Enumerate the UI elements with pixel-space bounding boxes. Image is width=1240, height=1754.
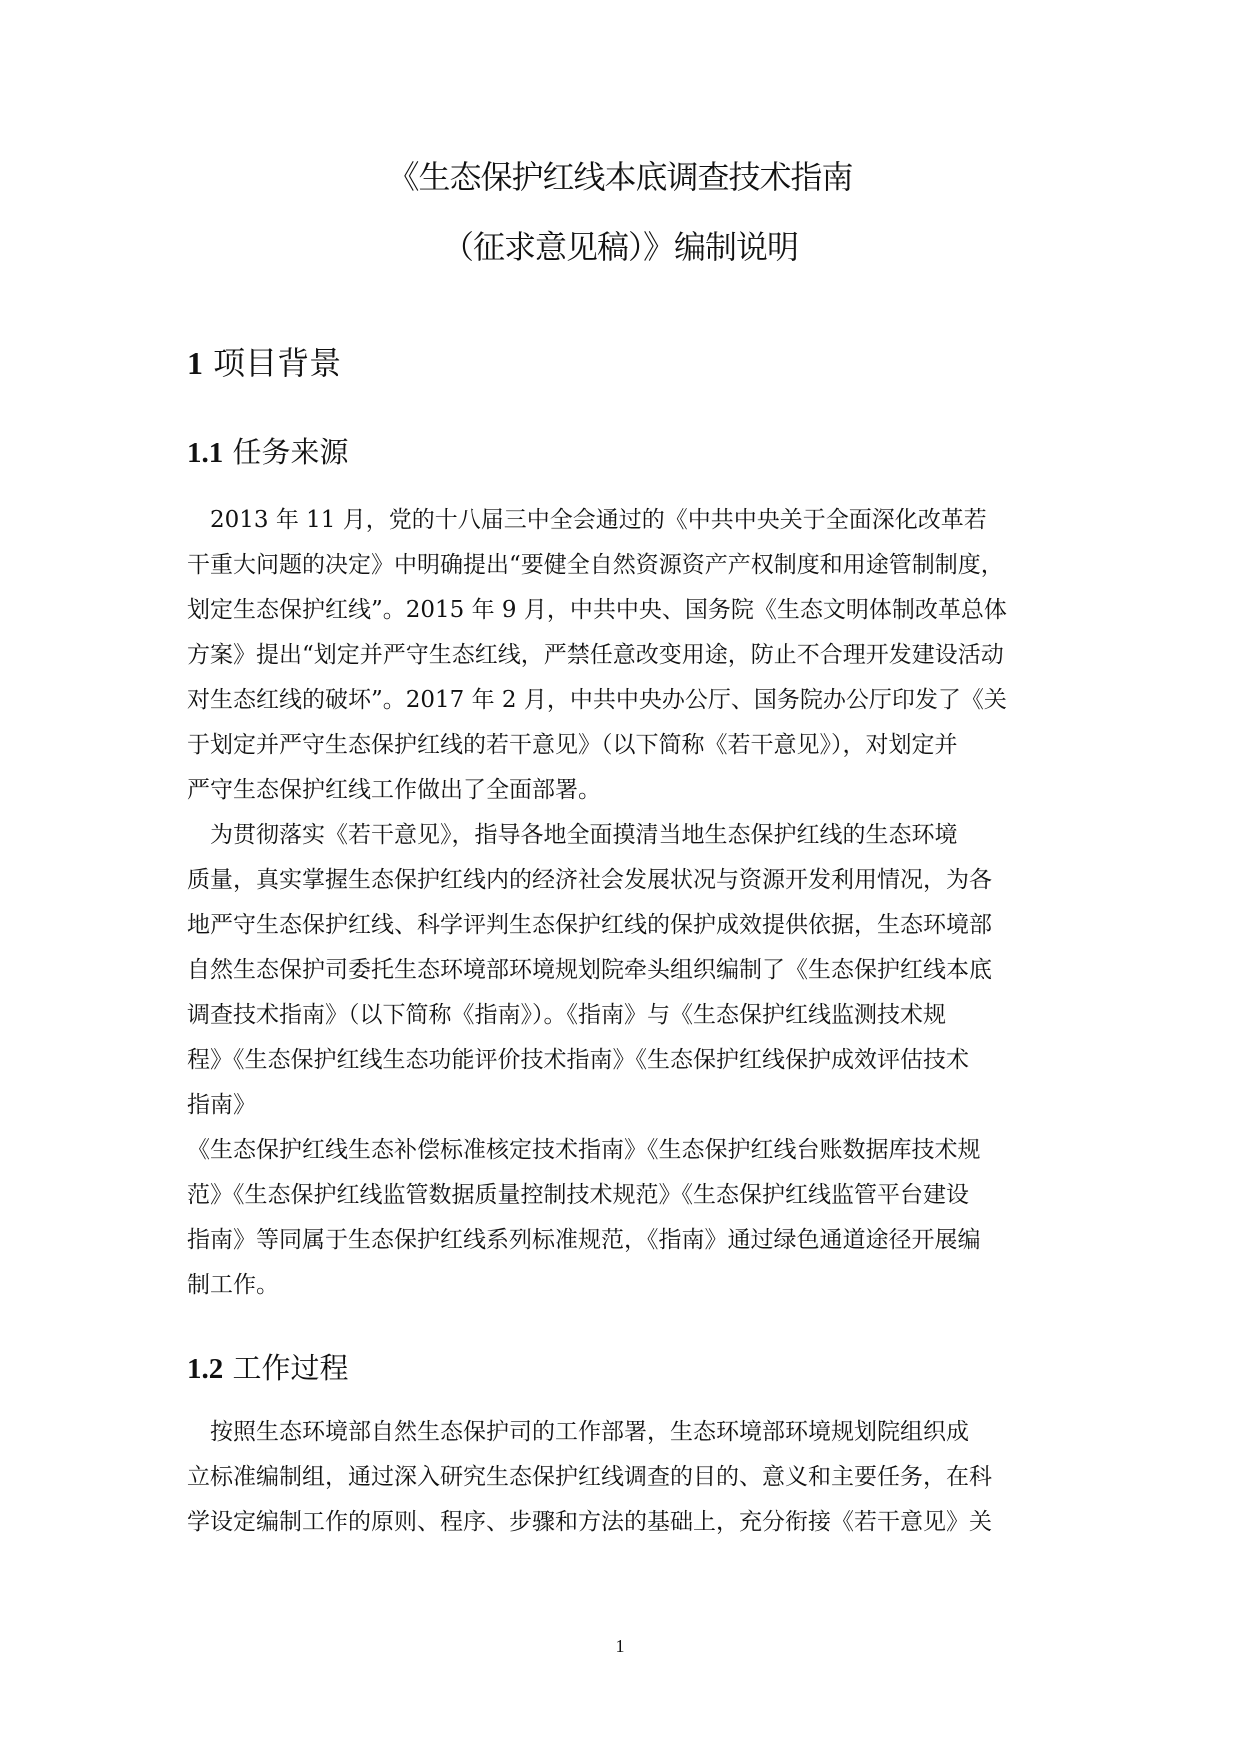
section-1-2-number: 1.2 (187, 1353, 224, 1385)
text-line: 按照生态环境部自然生态保护司的工作部署，生态环境部环境规划院组织成 (187, 1419, 969, 1445)
text-line: 2013 年 11 月，党的十八届三中全会通过的《中共中央关于全面深化改革若 (187, 507, 987, 533)
text-line: 自然生态保护司委托生态环境部环境规划院牵头组织编制了《生态保护红线本底 (187, 957, 992, 983)
section-1-number: 1 (187, 345, 203, 381)
text-line: 地严守生态保护红线、科学评判生态保护红线的保护成效提供依据，生态环境部 (187, 912, 992, 938)
section-1-title: 项目背景 (213, 344, 342, 382)
text-line: 指南》等同属于生态保护红线系列标准规范，《指南》通过绿色通道途径开展编 (187, 1227, 981, 1253)
text-line: 程》《生态保护红线生态功能评价技术指南》《生态保护红线保护成效评估技术 (187, 1047, 969, 1073)
document-title-line-1: 《生态保护红线本底调查技术指南 (387, 158, 853, 196)
text-line: 立标准编制组，通过深入研究生态保护红线调查的目的、意义和主要任务，在科 (187, 1464, 992, 1490)
section-1-2-heading (187, 1346, 348, 1387)
page-number: 1 (615, 1636, 625, 1656)
text-line: 质量，真实掌握生态保护红线内的经济社会发展状况与资源开发利用情况，为各 (187, 867, 992, 893)
text-line: 划定生态保护红线”。2015 年 9 月，中共中央、国务院《生态文明体制改革总体 (187, 597, 1007, 623)
text-line: 为贯彻落实《若干意见》，指导各地全面摸清当地生态保护红线的生态环境 (187, 822, 958, 848)
section-1-1-number: 1.1 (187, 437, 224, 469)
section-1-1-title: 任务来源 (232, 435, 349, 469)
text-line: 学设定编制工作的原则、程序、步骤和方法的基础上，充分衔接《若干意见》关 (187, 1509, 992, 1535)
section-1-2-title: 工作过程 (232, 1351, 349, 1385)
text-line: 调查技术指南》（以下简称《指南》）。《指南》与《生态保护红线监测技术规 (187, 1002, 946, 1028)
document-title-line-2: （征求意见稿）》编制说明 (441, 228, 798, 266)
text-line: 制工作。 (187, 1272, 279, 1298)
text-line: 对生态红线的破坏”。2017 年 2 月，中共中央办公厅、国务院办公厅印发了《关 (187, 687, 1007, 713)
task-source-paragraph-2 (187, 813, 1067, 1308)
section-1-heading (187, 338, 341, 384)
text-line: 干重大问题的决定》中明确提出“要健全自然资源资产产权制度和用途管制制度， (187, 552, 1004, 578)
text-line: 指南》 (187, 1092, 256, 1118)
text-line: 于划定并严守生态保护红线的若干意见》（以下简称《若干意见》），对划定并 (187, 732, 958, 758)
text-line: 方案》提出“划定并严守生态红线，严禁任意改变用途，防止不合理开发建设活动 (187, 642, 1004, 668)
text-line: 严守生态保护红线工作做出了全面部署。 (187, 777, 601, 803)
task-source-paragraph-1 (187, 498, 1067, 813)
text-line: 《生态保护红线生态补偿标准核定技术指南》《生态保护红线台账数据库技术规 (187, 1137, 981, 1163)
section-1-1-heading (187, 430, 348, 471)
text-line: 范》《生态保护红线监管数据质量控制技术规范》《生态保护红线监管平台建设 (187, 1182, 969, 1208)
work-process-paragraph-1 (187, 1410, 1067, 1545)
